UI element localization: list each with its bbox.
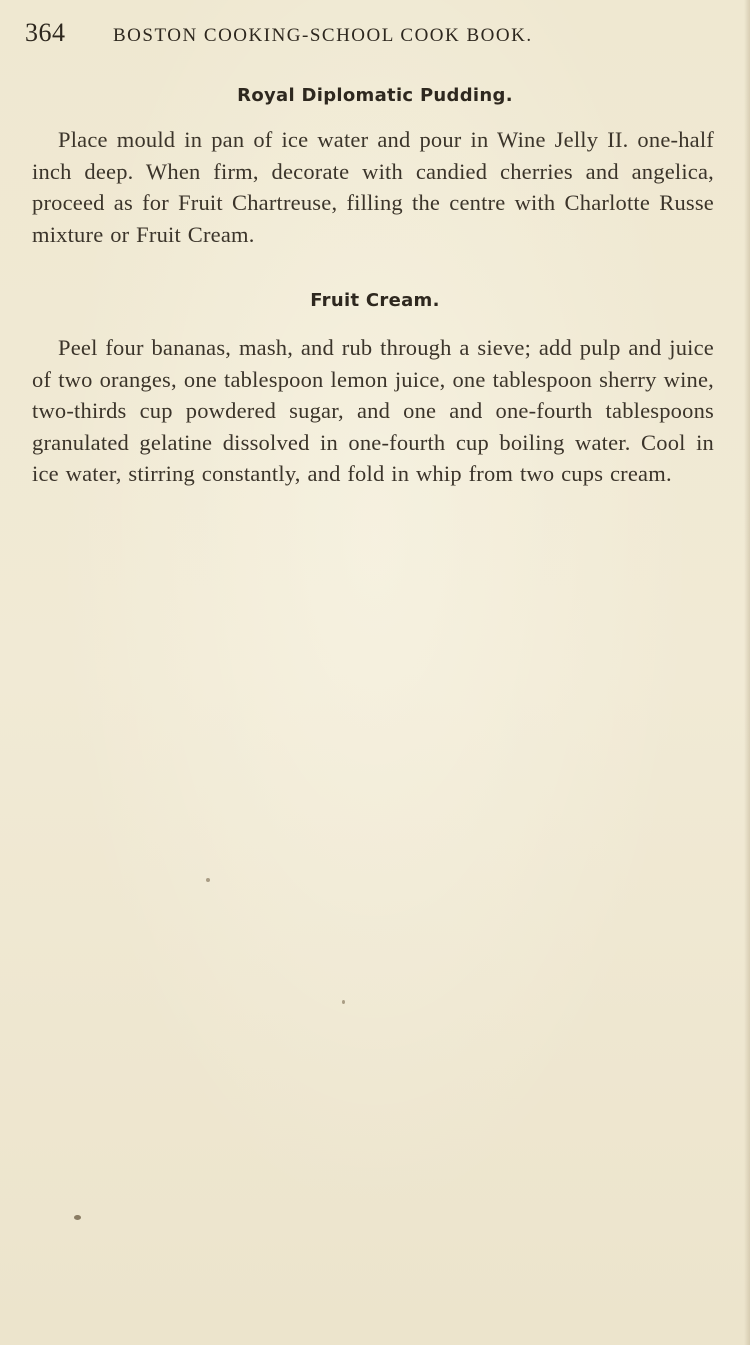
recipe-text-fruit-cream: Peel four bananas, mash, and rub through a sieve; add pulp and juice of two oranges, one tablespoon lemon juice, one tablespoon sherry wine, two-thirds cup powdered sugar, and one and one-fourth tablespoons granulated gelatine dissolved in one-fourth cup boiling water. Cool in ice water, stirring constantly, and fold in whip from two cups cream. [32,335,714,486]
page-edge-shadow [744,0,750,1345]
recipe-heading-fruit-cream: Fruit Cream. [310,290,440,311]
book-title: BOSTON COOKING-SCHOOL COOK BOOK. [113,25,533,46]
recipe-heading-royal-diplomatic-pudding: Royal Diplomatic Pudding. [237,85,513,106]
paper-speck [74,1215,81,1220]
page-number: 364 [25,18,66,47]
recipe-text-royal-diplomatic-pudding: Place mould in pan of ice water and pour in Wine Jelly II. one-half inch deep. When firm, decorate with candied cherries and angelica, proceed as for Fruit Chartreuse, filling the centre with Charlotte Russe mixture or Fruit Cream. [32,127,714,247]
paper-speck [342,1000,345,1004]
running-header [25,18,720,54]
paper-speck [206,878,210,882]
